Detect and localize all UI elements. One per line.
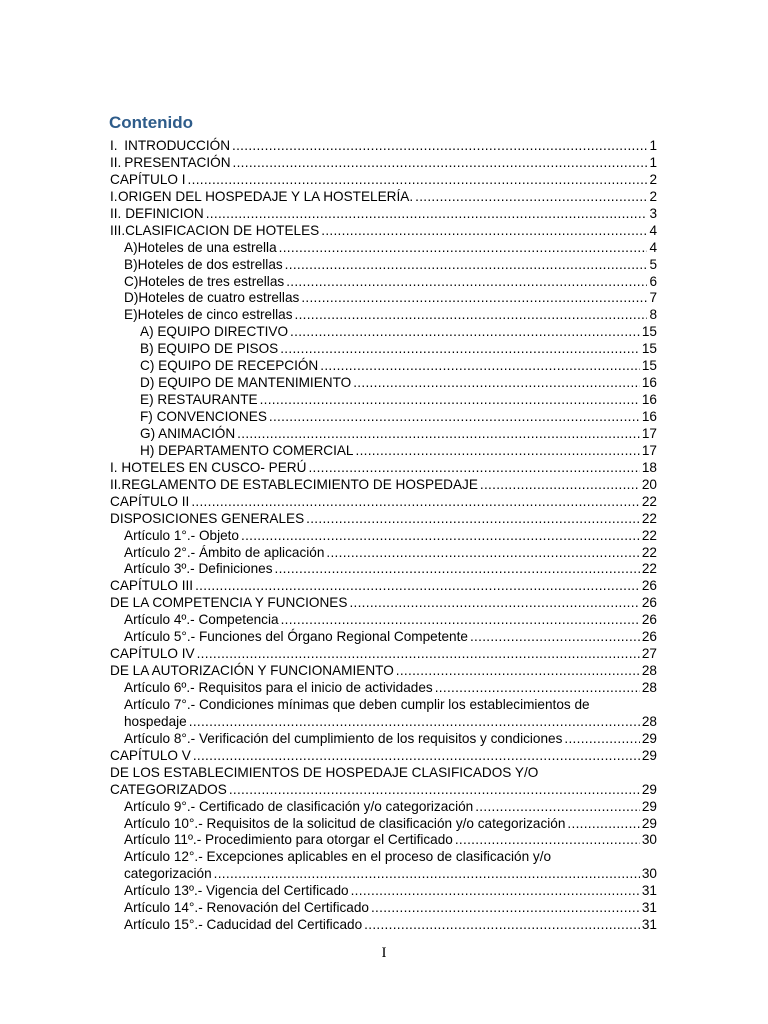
toc-entry-title: Artículo 12°.- Excepciones aplicables en el proceso de clasificación y/o bbox=[124, 849, 552, 865]
toc-entry-number: B) bbox=[124, 256, 138, 272]
toc-entry[interactable] bbox=[110, 443, 657, 460]
toc-entry-page: 29 bbox=[641, 747, 657, 763]
toc-entry-page: 20 bbox=[641, 476, 657, 492]
dot-leader bbox=[353, 375, 640, 392]
toc-entry-page: 15 bbox=[641, 341, 657, 357]
dot-leader bbox=[237, 426, 640, 443]
dot-leader bbox=[193, 748, 640, 765]
toc-entry[interactable] bbox=[110, 477, 657, 494]
dot-leader bbox=[279, 240, 648, 257]
toc-entry[interactable] bbox=[110, 426, 657, 443]
toc-entry[interactable] bbox=[110, 731, 657, 748]
toc-entry[interactable] bbox=[110, 511, 657, 528]
dot-leader bbox=[364, 917, 640, 934]
dot-leader bbox=[285, 257, 648, 274]
dot-leader bbox=[269, 409, 640, 426]
toc-entry-title: CAPÍTULO V bbox=[110, 747, 191, 763]
toc-entry-page: 29 bbox=[641, 781, 657, 797]
toc-entry-title: Artículo 11º.- Procedimiento para otorgar el Certificado bbox=[124, 832, 453, 848]
toc-entry-page: 3 bbox=[649, 205, 657, 221]
dot-leader bbox=[455, 832, 640, 849]
dot-leader bbox=[564, 731, 639, 748]
dot-leader bbox=[301, 290, 647, 307]
toc-entry-page: 8 bbox=[649, 307, 657, 323]
toc-entry-title: A) EQUIPO DIRECTIVO bbox=[140, 324, 289, 340]
dot-leader bbox=[260, 392, 640, 409]
toc-entry-number: II. bbox=[110, 154, 122, 170]
toc-entry-title: ORIGEN DEL HOSPEDAJE Y LA HOSTELERÍA. bbox=[117, 188, 414, 204]
toc-entry[interactable] bbox=[110, 545, 657, 562]
toc-entry[interactable] bbox=[110, 900, 657, 917]
toc-entry[interactable] bbox=[110, 375, 657, 392]
toc-entry-page: 4 bbox=[649, 222, 657, 238]
toc-entry[interactable] bbox=[110, 290, 657, 307]
dot-leader bbox=[241, 528, 640, 545]
toc-entry-page: 22 bbox=[641, 561, 657, 577]
dot-leader bbox=[326, 545, 639, 562]
toc-entry-title: Hoteles de cinco estrellas bbox=[137, 307, 293, 323]
toc-entry[interactable] bbox=[110, 917, 657, 934]
toc-entry-page: 22 bbox=[641, 544, 657, 560]
toc-entry-title: Artículo 1°.- Objeto bbox=[124, 527, 239, 543]
table-of-contents bbox=[110, 138, 657, 934]
toc-entry-title: PRESENTACIÓN bbox=[124, 154, 231, 170]
dot-leader bbox=[351, 883, 640, 900]
toc-entry-title: Artículo 3º.- Definiciones bbox=[124, 561, 273, 577]
toc-entry-page: 31 bbox=[641, 883, 657, 899]
toc-entry[interactable] bbox=[110, 528, 657, 545]
toc-entry[interactable] bbox=[110, 799, 657, 816]
dot-leader bbox=[275, 561, 640, 578]
toc-entry-page: 16 bbox=[641, 375, 657, 391]
dot-leader bbox=[415, 189, 647, 206]
dot-leader bbox=[195, 578, 640, 595]
toc-entry-page: 29 bbox=[641, 798, 657, 814]
toc-entry[interactable] bbox=[110, 274, 657, 291]
toc-entry[interactable] bbox=[110, 460, 657, 477]
toc-entry-title: H) DEPARTAMENTO COMERCIAL bbox=[140, 442, 354, 458]
toc-entry-title: CLASIFICACION DE HOTELES bbox=[125, 222, 320, 238]
dot-leader bbox=[480, 477, 640, 494]
toc-entry-page: 15 bbox=[641, 358, 657, 374]
dot-leader bbox=[356, 443, 640, 460]
toc-entry-page: 4 bbox=[649, 239, 657, 255]
toc-entry[interactable] bbox=[110, 629, 657, 646]
toc-entry-page: 27 bbox=[641, 646, 657, 662]
toc-entry-page: 1 bbox=[649, 154, 657, 170]
toc-entry-title: CAPÍTULO I bbox=[110, 171, 186, 187]
toc-entry-page: 2 bbox=[649, 188, 657, 204]
toc-entry[interactable] bbox=[110, 206, 657, 223]
toc-entry-page: 26 bbox=[641, 612, 657, 628]
dot-leader bbox=[470, 629, 640, 646]
toc-entry-page: 16 bbox=[641, 409, 657, 424]
toc-entry-page: 5 bbox=[649, 256, 657, 272]
toc-entry[interactable] bbox=[110, 341, 657, 358]
toc-entry[interactable] bbox=[110, 240, 657, 257]
toc-entry-title: Artículo 9°.- Certificado de clasificación y/o categorización bbox=[124, 798, 474, 814]
toc-entry-number: II. bbox=[110, 476, 122, 492]
toc-entry-page: 29 bbox=[641, 815, 657, 831]
toc-entry-title: Artículo 6º.- Requisitos para el inicio de actividades bbox=[124, 680, 433, 695]
toc-entry-title: Artículo 2°.- Ámbito de aplicación bbox=[124, 544, 325, 560]
toc-entry-title: F) CONVENCIONES bbox=[140, 409, 267, 424]
toc-entry-title-continued: hospedaje bbox=[124, 713, 187, 729]
toc-entry-number: A) bbox=[124, 239, 138, 255]
toc-entry[interactable] bbox=[110, 748, 657, 765]
toc-entry-title: CAPÍTULO II bbox=[110, 493, 190, 509]
toc-entry-title: DE LA AUTORIZACIÓN Y FUNCIONAMIENTO bbox=[110, 663, 394, 679]
toc-entry[interactable] bbox=[110, 358, 657, 375]
toc-entry-title: B) EQUIPO DE PISOS bbox=[140, 341, 279, 357]
toc-entry-number: I. bbox=[110, 188, 118, 204]
dot-leader bbox=[321, 223, 647, 240]
dot-leader bbox=[206, 206, 648, 223]
toc-entry[interactable] bbox=[110, 138, 657, 155]
toc-entry-page: 2 bbox=[649, 171, 657, 187]
toc-entry-page: 28 bbox=[641, 713, 657, 729]
toc-entry-number: II. bbox=[110, 205, 122, 221]
toc-entry-number: C) bbox=[124, 273, 139, 289]
dot-leader bbox=[229, 782, 640, 799]
toc-entry-page: 30 bbox=[641, 832, 657, 848]
dot-leader bbox=[475, 799, 640, 816]
toc-entry-page: 26 bbox=[641, 595, 657, 611]
toc-entry-page: 28 bbox=[641, 663, 657, 679]
dot-leader bbox=[191, 494, 640, 511]
toc-entry-page: 29 bbox=[641, 730, 657, 746]
toc-entry[interactable] bbox=[110, 680, 657, 697]
toc-entry-title: CAPÍTULO IV bbox=[110, 646, 195, 662]
toc-entry[interactable] bbox=[110, 189, 657, 206]
toc-entry[interactable] bbox=[110, 646, 657, 663]
toc-entry[interactable] bbox=[110, 578, 657, 595]
toc-entry[interactable] bbox=[110, 663, 657, 680]
dot-leader bbox=[290, 324, 640, 341]
toc-entry-page: 15 bbox=[641, 324, 657, 340]
toc-entry-title: Artículo 5°.- Funciones del Órgano Regional Competente bbox=[124, 629, 468, 645]
toc-entry-page: 26 bbox=[641, 578, 657, 594]
toc-heading: Contenido bbox=[109, 113, 194, 132]
toc-entry[interactable] bbox=[110, 816, 657, 833]
toc-entry-page: 22 bbox=[641, 527, 657, 543]
toc-entry-title: Hoteles de dos estrellas bbox=[137, 256, 283, 272]
toc-entry[interactable] bbox=[110, 324, 657, 341]
toc-entry-title: Artículo 8°.- Verificación del cumplimiento de los requisitos y condiciones bbox=[124, 730, 563, 746]
toc-entry[interactable] bbox=[110, 257, 657, 274]
toc-entry[interactable] bbox=[110, 595, 657, 612]
dot-leader bbox=[349, 595, 639, 612]
dot-leader bbox=[320, 358, 640, 375]
toc-entry-title-continued: categorización bbox=[124, 866, 212, 882]
dot-leader bbox=[233, 155, 648, 172]
toc-entry-title: DE LOS ESTABLECIMIENTOS DE HOSPEDAJE CLASIFICADOS Y/O bbox=[110, 764, 539, 780]
toc-entry[interactable] bbox=[110, 409, 657, 426]
toc-entry[interactable] bbox=[110, 782, 657, 799]
dot-leader bbox=[280, 341, 640, 358]
toc-entry-title: Hoteles de tres estrellas bbox=[138, 273, 285, 289]
toc-entry-page: 26 bbox=[641, 629, 657, 645]
toc-entry-number: III. bbox=[110, 222, 126, 238]
toc-entry[interactable] bbox=[110, 392, 657, 409]
toc-entry-number: D) bbox=[124, 290, 139, 306]
toc-entry[interactable] bbox=[110, 307, 657, 324]
toc-entry-title: Artículo 14°.- Renovación del Certificado bbox=[124, 900, 369, 916]
toc-entry-title: CAPÍTULO III bbox=[110, 578, 194, 594]
dot-leader bbox=[308, 460, 639, 477]
dot-leader bbox=[197, 646, 640, 663]
toc-entry[interactable] bbox=[110, 883, 657, 900]
dot-leader bbox=[232, 138, 647, 155]
toc-entry-title: DE LA COMPETENCIA Y FUNCIONES bbox=[110, 595, 348, 611]
toc-entry[interactable] bbox=[110, 172, 657, 189]
toc-entry[interactable] bbox=[110, 714, 657, 731]
toc-entry-title: C) EQUIPO DE RECEPCIÓN bbox=[140, 358, 319, 374]
toc-entry-title: Artículo 13º.- Vigencia del Certificado bbox=[124, 883, 349, 899]
toc-entry[interactable] bbox=[110, 866, 657, 883]
toc-entry-page: 1 bbox=[649, 138, 657, 153]
toc-entry-title: REGLAMENTO DE ESTABLECIMIENTO DE HOSPEDAJE bbox=[121, 476, 478, 492]
dot-leader bbox=[567, 816, 639, 833]
toc-entry-title: Artículo 15°.- Caducidad del Certificado bbox=[124, 917, 363, 933]
toc-entry-title: Artículo 7°.- Condiciones mínimas que deben cumplir los establecimientos de bbox=[124, 696, 590, 712]
toc-entry-title: DISPOSICIONES GENERALES bbox=[110, 510, 305, 526]
dot-leader bbox=[188, 172, 648, 189]
dot-leader bbox=[286, 274, 647, 291]
dot-leader bbox=[189, 714, 640, 731]
toc-entry[interactable] bbox=[110, 223, 657, 240]
toc-entry-page: 16 bbox=[641, 392, 657, 408]
toc-entry-page: 28 bbox=[641, 680, 657, 695]
toc-entry-title: E) RESTAURANTE bbox=[140, 392, 258, 408]
toc-entry-page: 22 bbox=[641, 493, 657, 509]
toc-entry-page: 31 bbox=[641, 900, 657, 916]
toc-entry-number: I. bbox=[110, 138, 118, 153]
dot-leader bbox=[371, 900, 640, 917]
toc-entry-page: 30 bbox=[641, 866, 657, 882]
toc-entry-page: 31 bbox=[641, 917, 657, 933]
toc-entry-title: INTRODUCCIÓN bbox=[124, 138, 231, 153]
toc-entry-title: Artículo 10°.- Requisitos de la solicitud de clasificación y/o categorización bbox=[124, 815, 566, 831]
dot-leader bbox=[295, 307, 648, 324]
toc-entry-page: 17 bbox=[641, 425, 657, 441]
toc-entry-title-continued: CATEGORIZADOS bbox=[110, 781, 227, 797]
toc-entry[interactable] bbox=[110, 849, 657, 866]
toc-entry-title: D) EQUIPO DE MANTENIMIENTO bbox=[140, 375, 352, 391]
dot-leader bbox=[281, 612, 640, 629]
page-number: I bbox=[381, 945, 387, 961]
toc-entry-page: 22 bbox=[641, 510, 657, 526]
dot-leader bbox=[435, 680, 640, 697]
toc-entry[interactable] bbox=[110, 697, 657, 714]
toc-entry-title: Hoteles de una estrella bbox=[137, 239, 277, 255]
dot-leader bbox=[214, 866, 640, 883]
toc-entry-page: 7 bbox=[649, 290, 657, 306]
toc-entry-title: DEFINICION bbox=[125, 205, 204, 221]
toc-entry-title: Artículo 4º.- Competencia bbox=[124, 612, 279, 628]
toc-entry-number: I. bbox=[110, 459, 118, 475]
toc-entry-page: 18 bbox=[641, 459, 657, 475]
toc-entry-page: 17 bbox=[641, 442, 657, 458]
toc-entry-number: E) bbox=[124, 307, 138, 323]
toc-entry[interactable] bbox=[110, 612, 657, 629]
toc-entry-title: Hoteles de cuatro estrellas bbox=[138, 290, 300, 306]
toc-entry[interactable] bbox=[110, 832, 657, 849]
dot-leader bbox=[306, 511, 640, 528]
dot-leader bbox=[396, 663, 640, 680]
toc-entry[interactable] bbox=[110, 765, 657, 782]
toc-entry-title: G) ANIMACIÓN bbox=[140, 425, 236, 441]
toc-entry[interactable] bbox=[110, 561, 657, 578]
toc-entry-page: 6 bbox=[649, 273, 657, 289]
toc-entry-title: HOTELES EN CUSCO- PERÚ bbox=[121, 459, 307, 475]
toc-entry[interactable] bbox=[110, 155, 657, 172]
toc-entry[interactable] bbox=[110, 494, 657, 511]
